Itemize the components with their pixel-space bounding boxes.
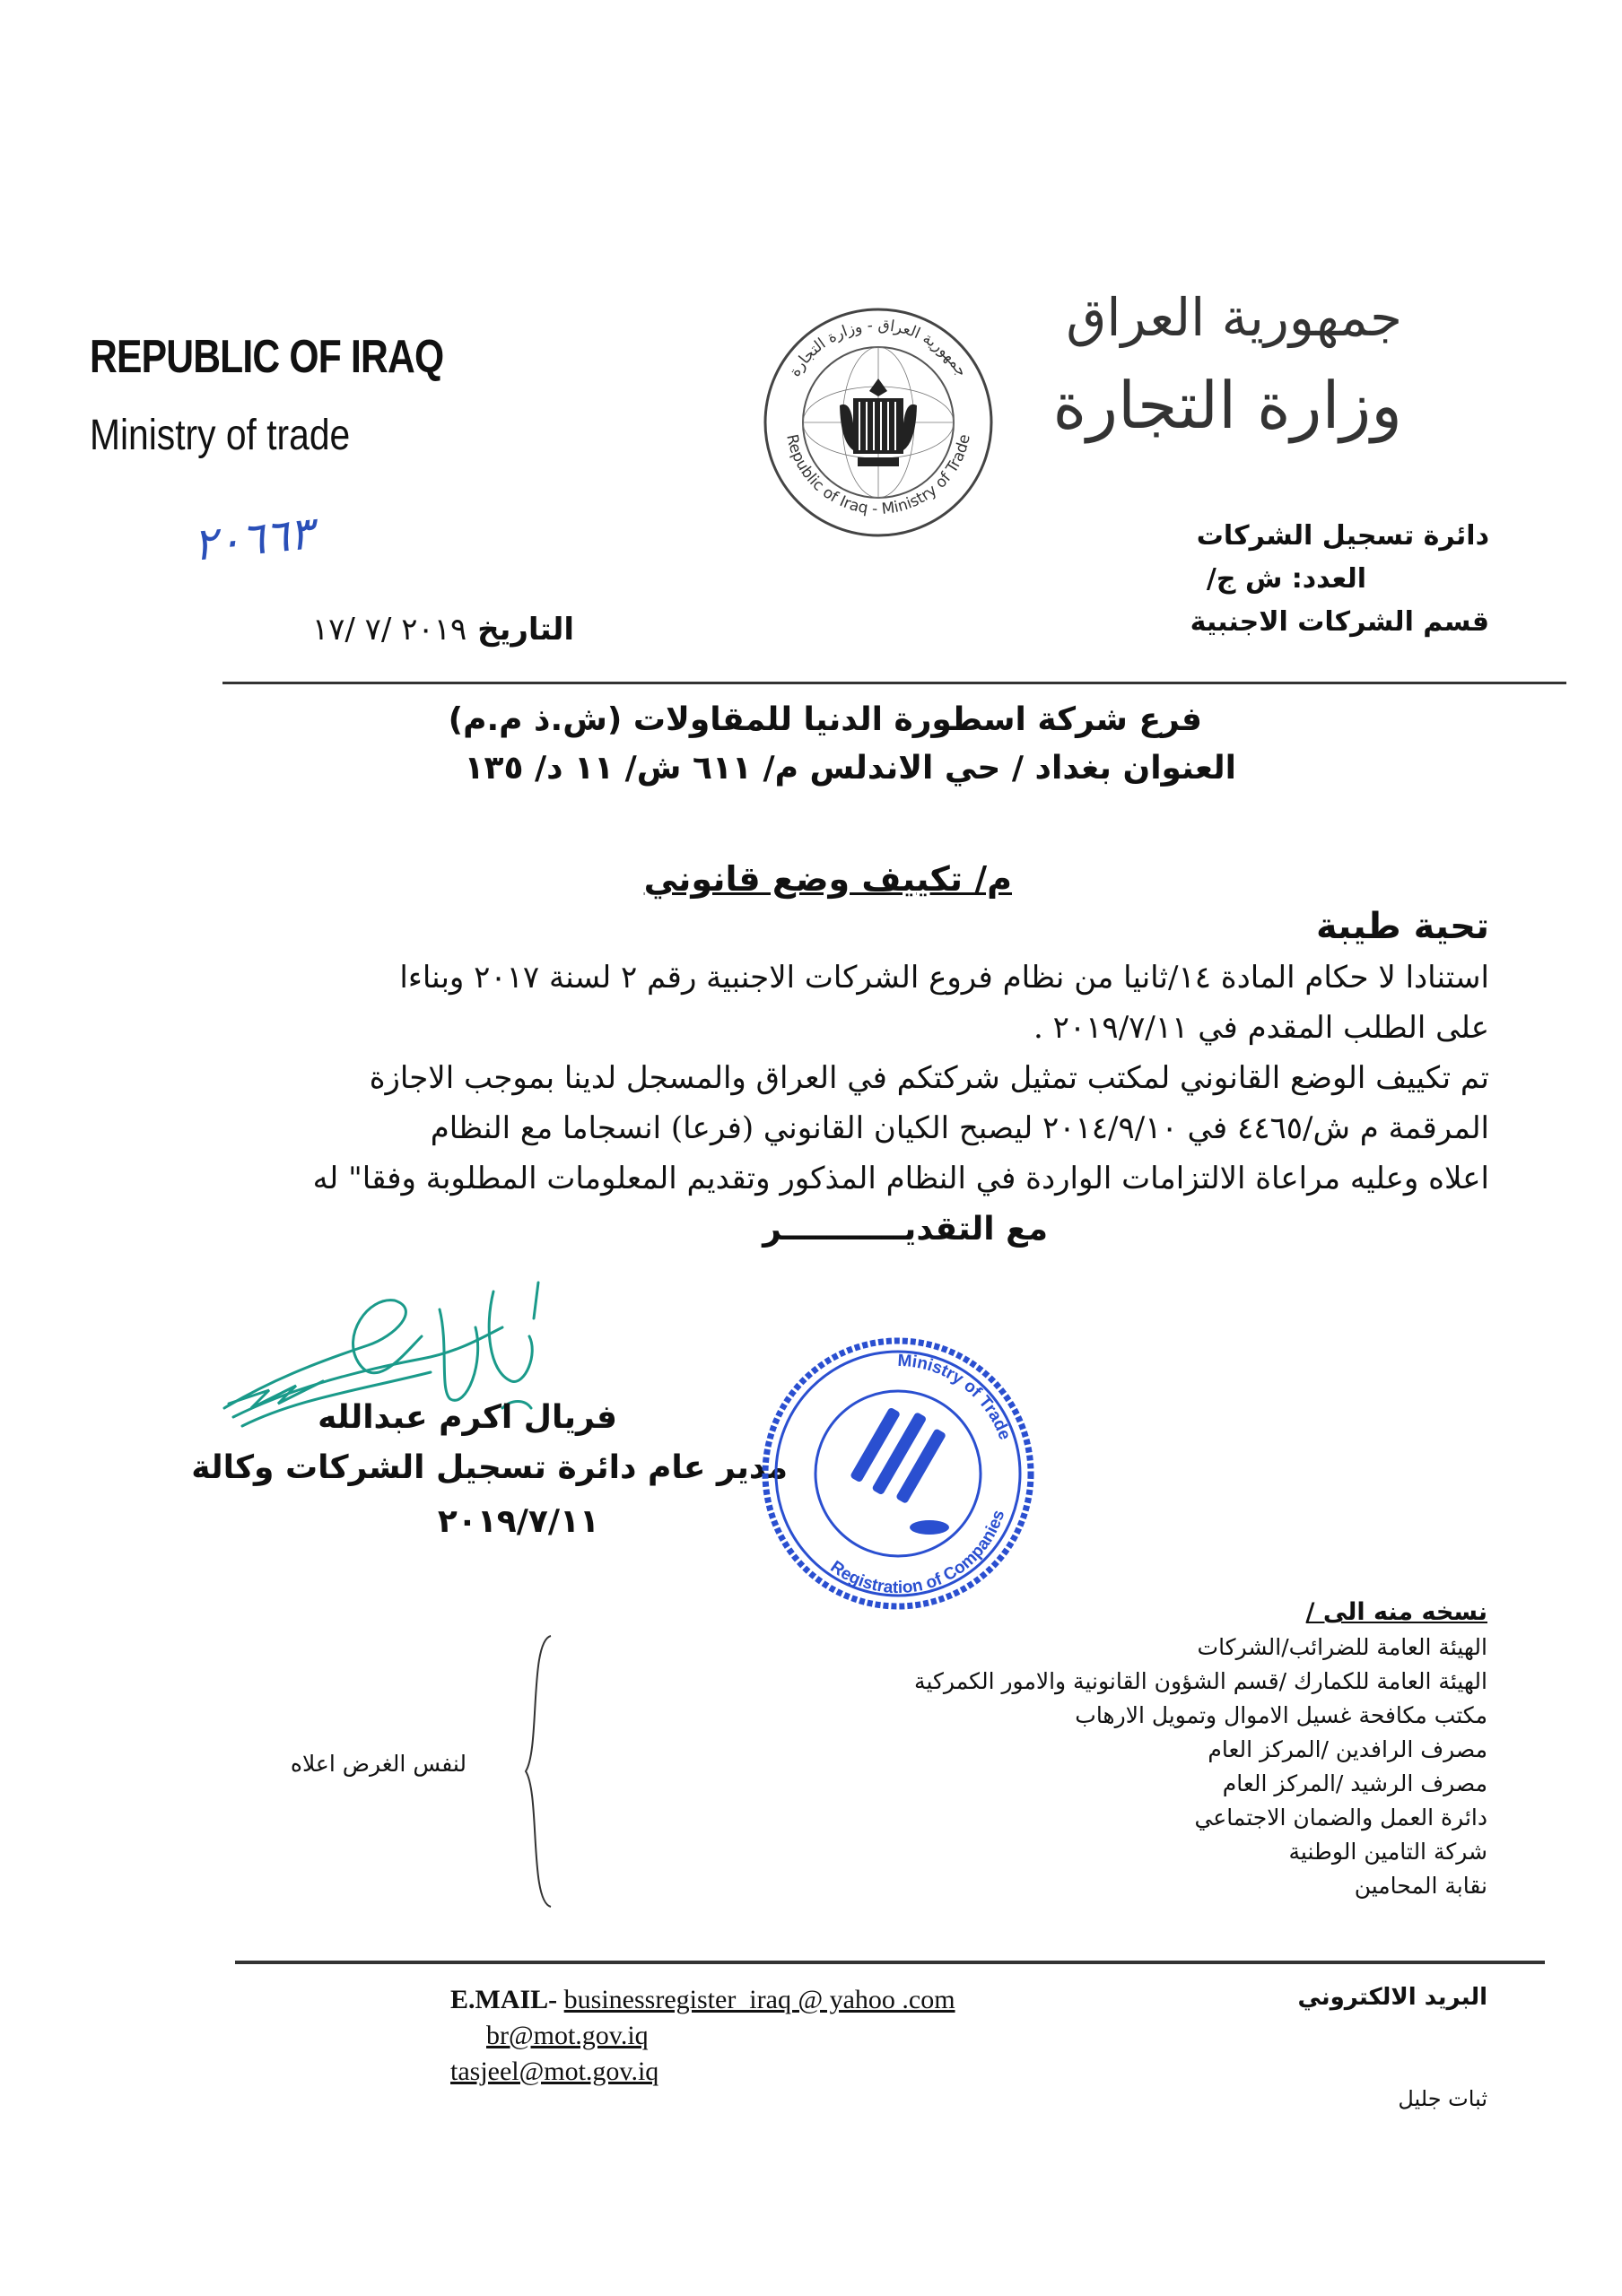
copies-heading: نسخه منه الى / bbox=[1305, 1598, 1487, 1626]
subject-line: م/ تكييف وضع قانوني bbox=[643, 859, 1012, 899]
svg-text:Ministry of Trade: Ministry of Trade bbox=[896, 1351, 1015, 1443]
email-link-2[interactable]: br@mot.gov.iq bbox=[486, 2021, 649, 2050]
email-label-ar: البريد الالكتروني bbox=[1297, 1984, 1487, 2011]
ar-ministry-title: وزارة التجارة bbox=[1052, 368, 1402, 443]
svg-text:Registration of Companies: Registration of Companies bbox=[826, 1508, 1009, 1598]
registration-stamp bbox=[759, 1335, 1037, 1613]
svg-text:Republic of Iraq - Ministry of: Republic of Iraq - Ministry of Trade bbox=[782, 432, 974, 518]
copies-item: شركة التامين الوطنية bbox=[1288, 1839, 1487, 1865]
copies-list bbox=[680, 1631, 1487, 1903]
body-line-2: على الطلب المقدم في ٢٠١٩/٧/١١ . bbox=[1033, 1010, 1489, 1046]
body-line-5: اعلاه وعليه مراعاة الالتزامات الواردة في النظام المذكور وتقديم المعلومات المطلوبة وفقا" له bbox=[312, 1161, 1489, 1196]
date-line bbox=[251, 612, 574, 648]
body-line-3: تم تكييف الوضع القانوني لمكتب تمثيل شركتكم في العراق والمسجل لدينا بموجب الاجازة bbox=[369, 1060, 1489, 1096]
number-label: العدد: ش ج/ bbox=[1206, 563, 1366, 595]
email-block bbox=[450, 1982, 955, 2090]
closing-line: مع التقديـــــــــــر bbox=[763, 1211, 1048, 1248]
header-divider bbox=[222, 682, 1566, 684]
curly-brace bbox=[520, 1632, 556, 1910]
body-line-1: استنادا لا حكام المادة ١٤/ثانيا من نظام فروع الشركات الاجنبية رقم ٢ لسنة ٢٠١٧ وبناءا bbox=[399, 960, 1489, 996]
svg-text:جمهورية العراق - وزارة التجارة: جمهورية العراق - وزارة التجارة bbox=[786, 316, 971, 380]
addressee-address: العنوان بغداد / حي الاندلس م/ ٦١١ ش/ ١١ د/ ١٣٥ bbox=[464, 750, 1236, 787]
copies-item: مصرف الرافدين /المركز العام bbox=[1208, 1736, 1487, 1762]
signer-date: ٢٠١٩/٧/١١ bbox=[437, 1503, 599, 1540]
email-line-2 bbox=[450, 2018, 955, 2054]
addressee-company: فرع شركة اسطورة الدنيا للمقاولات (ش.ذ م.م) bbox=[448, 701, 1202, 738]
department-label: دائرة تسجيل الشركات bbox=[1196, 520, 1489, 552]
copies-item: دائرة العمل والضمان الاجتماعي bbox=[1194, 1805, 1487, 1831]
email-line-3 bbox=[450, 2054, 955, 2090]
copies-item: نقابة المحامين bbox=[1354, 1873, 1487, 1899]
footer-divider bbox=[235, 1961, 1545, 1964]
body-line-4: المرقمة م ش/٤٤٦٥ في ٢٠١٤/٩/١٠ ليصبح الكيان القانوني (فرعا) انسجاما مع النظام bbox=[430, 1110, 1489, 1146]
signer-name: فريال اكرم عبدالله bbox=[318, 1399, 617, 1436]
copies-item: الهيئة العامة للضرائب/الشركات bbox=[1197, 1634, 1487, 1660]
ministry-title: Ministry of trade bbox=[90, 412, 351, 459]
copies-note: لنفس الغرض اعلاه bbox=[290, 1751, 467, 1777]
republic-title: REPUBLIC OF IRAQ bbox=[90, 331, 444, 383]
handwritten-number: ٢٠٦٦٣ bbox=[190, 507, 316, 571]
email-link-3[interactable]: tasjeel@mot.gov.iq bbox=[450, 2057, 659, 2086]
section-label: قسم الشركات الاجنبية bbox=[1190, 606, 1489, 638]
copies-item: الهيئة العامة للكمارك /قسم الشؤون القانونية والامور الكمركية bbox=[914, 1668, 1487, 1694]
ministry-seal bbox=[761, 305, 996, 540]
copies-item: مصرف الرشيد /المركز العام bbox=[1222, 1770, 1487, 1796]
signer-title: مدير عام دائرة تسجيل الشركات وكالة bbox=[191, 1449, 788, 1486]
typist-initials: ثبات جليل bbox=[1398, 2086, 1487, 2111]
copies-item: مكتب مكافحة غسيل الاموال وتمويل الارهاب bbox=[1075, 1702, 1487, 1728]
greeting: تحية طيبة bbox=[1316, 906, 1489, 947]
email-line-1 bbox=[450, 1982, 955, 2018]
date-label: التاريخ bbox=[477, 612, 574, 648]
ar-republic-title: جمهورية العراق bbox=[1066, 287, 1402, 348]
date-value: ٢٠١٩ /٧ /١٧ bbox=[311, 612, 467, 648]
email-label-en: E.MAIL- bbox=[450, 1985, 558, 2014]
email-link-1[interactable]: businessregister_iraq @ yahoo .com bbox=[563, 1985, 955, 2014]
